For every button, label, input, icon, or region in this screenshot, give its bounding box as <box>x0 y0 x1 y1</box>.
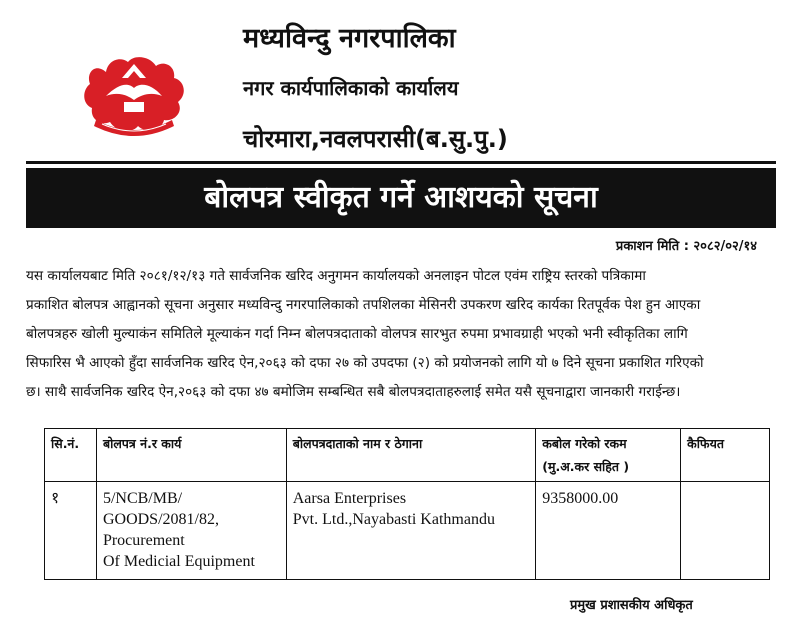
office-name: नगर कार्यपालिकाको कार्यालय <box>243 76 459 100</box>
contract-line: Of Medicial Equipment <box>102 553 255 570</box>
publication-date: प्रकाशन मिति : २०८२/०२/१४ <box>615 239 757 254</box>
bid-table <box>44 428 770 580</box>
cell-bidder <box>286 482 536 580</box>
cell-sn: १ <box>45 482 97 580</box>
cell-contract <box>96 482 286 580</box>
body-line: यस कार्यालयबाट मिति २०८१/१२/१३ गते सार्वजनिक खरिद अनुगमन कार्यालयको अनलाइन पोटल एवंम राष्ट्रिय स्तरको पत्रिकामा <box>26 268 646 284</box>
table-row <box>45 482 770 580</box>
col-bidder: बोलपत्रदाताको नाम र ठेगाना <box>286 429 536 482</box>
cell-remarks <box>681 482 770 580</box>
bidder-line: Aarsa Enterprises <box>292 490 407 507</box>
body-line: छ। साथै सार्वजनिक खरिद ऐन,२०६३ को दफा ४७ बमोजिम सम्बन्धित सबै बोलपत्रदाताहरुलाई समेत यसै सूचनाद्वारा जानकारी गराईन्छ। <box>26 384 681 400</box>
header-divider <box>26 161 776 164</box>
col-remarks: कैफियत <box>681 429 770 482</box>
bidder-line: Pvt. Ltd.,Nayabasti Kathmandu <box>292 511 495 528</box>
col-amount-label: कबोल गरेको रकम <box>542 436 627 451</box>
col-contract: बोलपत्र नं.र कार्य <box>96 429 286 482</box>
col-amount-note: (मु.अ.कर सहित ) <box>542 459 630 474</box>
signatory-title: प्रमुख प्रशासकीय अधिकृत <box>570 598 693 613</box>
body-line: बोलपत्रहरु खोली मुल्याकंन समितिले मूल्याकंन गर्दा निम्न बोलपत्रदाताको वोलपत्र सारभुत रुपमा प्रभावग्राही भएको भनी स्वीकृतिका लागि <box>26 326 688 342</box>
col-amount <box>536 429 681 482</box>
office-address: चोरमारा,नवलपरासी(ब.सु.पु.) <box>243 125 508 153</box>
body-line: सिफारिस भै आएको हुँदा सार्वजनिक खरिद ऐन,२०६३ को दफा २७ को उपदफा (२) को प्रयोजनको लागि यो ७ दिने सूचना प्रकाशित गरिएको <box>26 355 704 371</box>
col-sn: सि.नं. <box>45 429 97 482</box>
contract-line: 5/NCB/MB/ <box>102 490 183 507</box>
table-header-row <box>45 429 770 482</box>
letterhead <box>0 0 789 166</box>
municipality-emblem-icon <box>76 42 192 142</box>
notice-title: बोलपत्र स्वीकृत गर्ने आशयको सूचना <box>26 168 776 228</box>
notice-body <box>26 262 776 407</box>
cell-amount: 9358000.00 <box>536 482 681 580</box>
contract-line: Procurement <box>102 532 185 549</box>
municipality-name: मध्यविन्दु नगरपालिका <box>243 23 456 54</box>
contract-line: GOODS/2081/82, <box>102 511 219 528</box>
body-line: प्रकाशित बोलपत्र आह्वानको सूचना अनुसार मध्यविन्दु नगरपालिकाको तपशिलका मेसिनरी उपकरण खरिद कार्यका रितपूर्वक पेश हुन आएका <box>26 297 701 313</box>
